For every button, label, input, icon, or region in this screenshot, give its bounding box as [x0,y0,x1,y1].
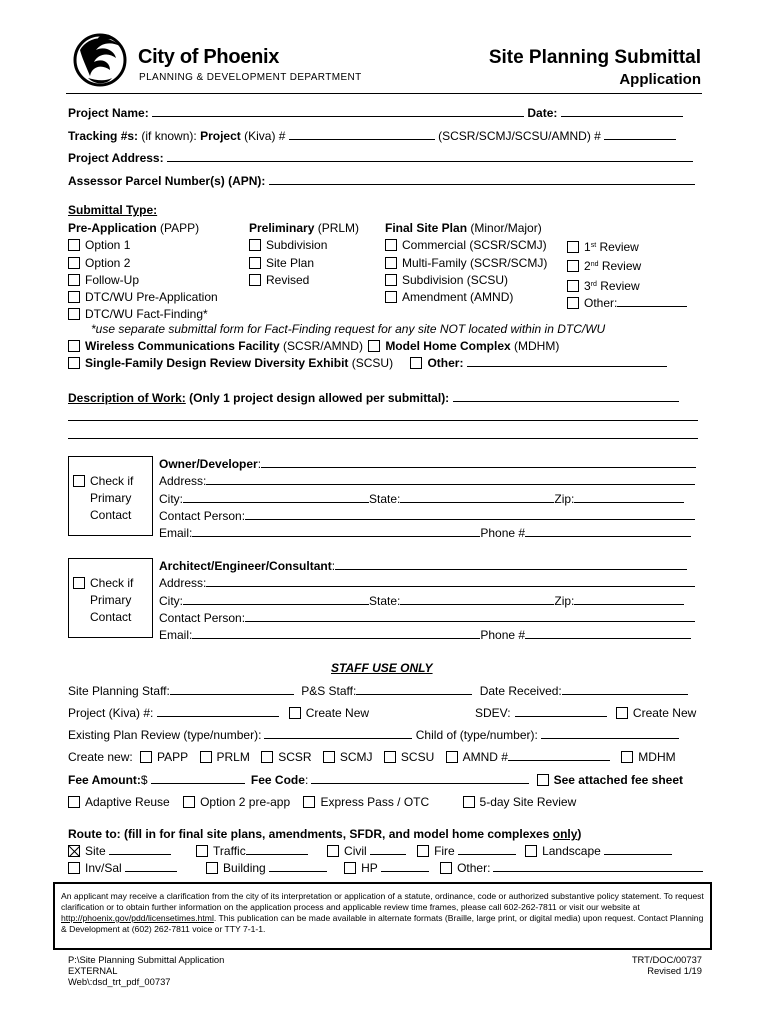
route-landscape-field[interactable] [604,844,672,855]
checkbox[interactable] [68,239,80,251]
review-1st[interactable]: 1st Review [567,237,687,256]
architect-address-field[interactable] [206,576,695,587]
owner-city-field[interactable] [183,492,369,503]
phoenix-logo [68,30,132,88]
checkbox[interactable] [73,475,85,487]
staff-row-4: Create new: PAPP PRLM SCSR SCMJ SCSU AMND # MDHM [68,750,676,764]
review-other[interactable]: Other: [567,295,687,312]
pre-app-code: (PAPP) [160,221,200,235]
fee-row: Fee Amount:$ Fee Code: See attached fee sheet [68,773,684,787]
owner-email-field[interactable] [192,526,480,537]
review-column [567,237,687,312]
pre-app-follow-up[interactable]: Follow-Up [68,272,218,289]
description-field-1[interactable] [453,391,679,402]
description-row [68,391,679,405]
kiva-field[interactable] [289,129,435,140]
page-subtitle: Application [619,71,701,88]
owner-zip-field[interactable] [574,492,684,503]
route-building-field[interactable] [269,861,327,872]
route-civil-checkbox[interactable] [327,845,339,857]
checkbox[interactable] [68,291,80,303]
architect-city-field[interactable] [183,594,369,605]
checkbox[interactable] [68,274,80,286]
ps-staff-field[interactable] [356,684,472,695]
prelim-title: Preliminary [249,221,315,235]
licensetimes-link[interactable]: http://phoenix.gov/pdd/licensetimes.html [61,913,214,923]
description-field-2[interactable] [68,420,698,421]
prlm-checkbox[interactable] [200,751,212,763]
adaptive-reuse-checkbox[interactable] [68,796,80,808]
pre-app-dtc-wu[interactable]: DTC/WU Pre-Application [68,289,218,306]
sfdr-row: Single-Family Design Review Diversity Exhibit (SCSU) Other: [68,356,667,370]
checkbox[interactable] [567,297,579,309]
route-site-field[interactable] [109,844,171,855]
staff-row-2: Project (Kiva) #: Create New [68,706,370,720]
checkbox[interactable] [385,274,397,286]
prelim-column [249,220,359,289]
staff-row-1: Site Planning Staff: P&S Staff: Date Received: [68,684,688,698]
checkbox[interactable] [385,257,397,269]
route-building-checkbox[interactable] [206,862,218,874]
checkbox[interactable] [567,241,579,253]
route-other-field[interactable] [493,861,703,872]
route-site-checkbox[interactable] [68,845,80,857]
other-field[interactable] [467,356,667,367]
architect-zip-field[interactable] [574,594,684,605]
pre-app-column [68,220,218,324]
pre-app-option-1[interactable]: Option 1 [68,237,218,254]
checkbox[interactable] [567,260,579,272]
project-address-field[interactable] [167,151,693,162]
tracking-label: Tracking #s: [68,129,139,143]
notice-box: An applicant may receive a clarification from the city of its interpretation or application of a statute, ordinance, code or authorized substantive policy statement. To request clarification or to obtain further information on the application process and applicable review time frames, please call 602-262-7811 or visit our website at http://phoenix.gov/pdd/licensetimes.html. This publication can be made available in alternate formats (Braille, large print, or digital media) upon request. Contact Planning & Development at (602) 262-7811 voice or TTY 7-1-1. [53,882,712,950]
owner-field[interactable] [261,457,696,468]
pre-app-fact-finding[interactable]: DTC/WU Fact-Finding* [68,306,218,323]
tracking-project: Project [200,129,241,143]
architect-phone-field[interactable] [525,628,691,639]
checkbox[interactable] [249,257,261,269]
apn-field[interactable] [269,174,695,185]
project-name-label: Project Name: [68,106,149,120]
route-row-2: Inv/Sal Building HP Other: [68,861,703,875]
route-civil-field[interactable] [370,844,406,855]
fact-finding-note: *use separate submittal form for Fact-Finding request for any site NOT located within in DTC/WU [91,322,606,336]
scsr-checkbox[interactable] [261,751,273,763]
apn-row [68,174,695,188]
owner-contact-field[interactable] [245,509,695,520]
mhc-checkbox[interactable] [368,340,380,352]
footer-left: P:\Site Planning Submittal Application EXTERNAL Web\:dsd_trt_pdf_00737 [68,954,225,987]
staff-heading: STAFF USE ONLY [331,661,433,675]
route-hp-checkbox[interactable] [344,862,356,874]
route-hp-field[interactable] [381,861,429,872]
express-pass-checkbox[interactable] [303,796,315,808]
route-row-1: Site Traffic Civil Fire Landscape [68,844,672,858]
sdev-row: SDEV: Create New [475,706,697,720]
header-divider [66,93,702,94]
amnd-field[interactable] [508,750,610,761]
other-checkbox[interactable] [410,357,422,369]
checkbox[interactable] [249,274,261,286]
project-kiva-field[interactable] [157,706,279,717]
final-subdivision[interactable]: Subdivision (SCSU) [385,272,547,289]
scsr-field[interactable] [604,129,676,140]
checkbox[interactable] [385,291,397,303]
footer-right: TRT/DOC/00737 Revised 1/19 [631,954,702,976]
final-commercial[interactable]: Commercial (SCSR/SCMJ) [385,237,547,254]
tracking-row [68,129,676,143]
route-heading: Route to: (fill in for final site plans, amendments, SFDR, and model home complexes only) [68,827,582,841]
scsu-checkbox[interactable] [384,751,396,763]
checkbox[interactable] [249,239,261,251]
route-traffic-field[interactable] [246,844,308,855]
architect-section: Architect/Engineer/Consultant: Address: City: State: Zip: Contact Person: Email: Phone # [159,558,695,644]
options-row: Adaptive Reuse Option 2 pre-app Express Pass / OTC 5-day Site Review [68,795,576,809]
prelim-code: (PRLM) [317,221,360,235]
mdhm-checkbox[interactable] [621,751,633,763]
route-other-checkbox[interactable] [440,862,452,874]
fee-amount-field[interactable] [151,773,245,784]
kiva-create-new-checkbox[interactable] [289,707,301,719]
pre-app-option-2[interactable]: Option 2 [68,255,218,272]
final-amendment[interactable]: Amendment (AMND) [385,289,547,306]
description-label: Description of Work: [68,391,186,405]
architect-email-field[interactable] [192,628,480,639]
option2-preapp-checkbox[interactable] [183,796,195,808]
pre-app-title: Pre-Application [68,221,157,235]
description-note: (Only 1 project design allowed per submittal): [189,391,450,405]
date-label: Date: [527,106,558,120]
checkbox[interactable] [385,239,397,251]
review-2nd[interactable]: 2nd Review [567,256,687,275]
checkbox[interactable] [68,308,80,320]
owner-address-field[interactable] [206,474,695,485]
sdev-field[interactable] [515,706,607,717]
route-fire-checkbox[interactable] [417,845,429,857]
prelim-site-plan[interactable]: Site Plan [249,255,359,272]
project-address-label: Project Address: [68,151,164,165]
wcf-row: Wireless Communications Facility (SCSR/AMND) Model Home Complex (MDHM) [68,339,559,353]
final-multi-family[interactable]: Multi-Family (SCSR/SCMJ) [385,255,547,272]
architect-field[interactable] [335,559,687,570]
address-row [68,151,693,165]
owner-state-field[interactable] [400,492,554,503]
submittal-heading: Submittal Type: [68,203,158,217]
route-fire-field[interactable] [458,844,516,855]
project-name-field[interactable] [152,106,524,117]
fee-code-field[interactable] [311,773,529,784]
planning-staff-field[interactable] [170,684,294,695]
prelim-subdivision[interactable]: Subdivision [249,237,359,254]
tracking-known: (if known): [141,129,197,143]
route-traffic-checkbox[interactable] [196,845,208,857]
page-title: Site Planning Submittal [488,47,701,68]
description-field-3[interactable] [68,438,698,439]
sdev-create-new-checkbox[interactable] [616,707,628,719]
architect-state-field[interactable] [400,594,554,605]
owner-primary-check[interactable]: Check if Primary Contact [73,473,133,524]
amnd-checkbox[interactable] [446,751,458,763]
date-field[interactable] [561,106,683,117]
fee-sheet-checkbox[interactable] [537,774,549,786]
final-code: (Minor/Major) [470,221,542,235]
checkbox[interactable] [68,257,80,269]
route-invsal-field[interactable] [125,861,177,872]
architect-primary-check[interactable]: Check if Primary Contact [73,575,133,626]
dept-name: PLANNING & DEVELOPMENT DEPARTMENT [139,72,362,83]
architect-contact-field[interactable] [245,611,695,622]
prelim-revised[interactable]: Revised [249,272,359,289]
date-received-field[interactable] [562,684,688,695]
route-invsal-checkbox[interactable] [68,862,80,874]
final-title: Final Site Plan [385,221,468,235]
tracking-kiva: (Kiva) # [244,129,286,143]
wcf-checkbox[interactable] [68,340,80,352]
sfdr-checkbox[interactable] [68,357,80,369]
checkbox[interactable] [73,577,85,589]
papp-checkbox[interactable] [140,751,152,763]
tracking-scsr: (SCSR/SCMJ/SCSU/AMND) # [438,129,601,143]
review-3rd[interactable]: 3rd Review [567,276,687,295]
apn-label: Assessor Parcel Number(s) (APN): [68,174,266,188]
staff-row-3: Existing Plan Review (type/number): Child of (type/number): [68,728,679,742]
review-other-field[interactable] [617,296,687,307]
final-column [385,220,547,306]
scmj-checkbox[interactable] [323,751,335,763]
route-landscape-checkbox[interactable] [525,845,537,857]
owner-section: Owner/Developer: Address: City: State: Zip: Contact Person: Email: Phone # [159,456,696,542]
five-day-review-checkbox[interactable] [463,796,475,808]
child-of-field[interactable] [541,728,679,739]
checkbox[interactable] [567,280,579,292]
org-name: City of Phoenix [138,46,280,68]
existing-plan-field[interactable] [264,728,412,739]
owner-phone-field[interactable] [525,526,691,537]
project-name-row [68,106,683,120]
